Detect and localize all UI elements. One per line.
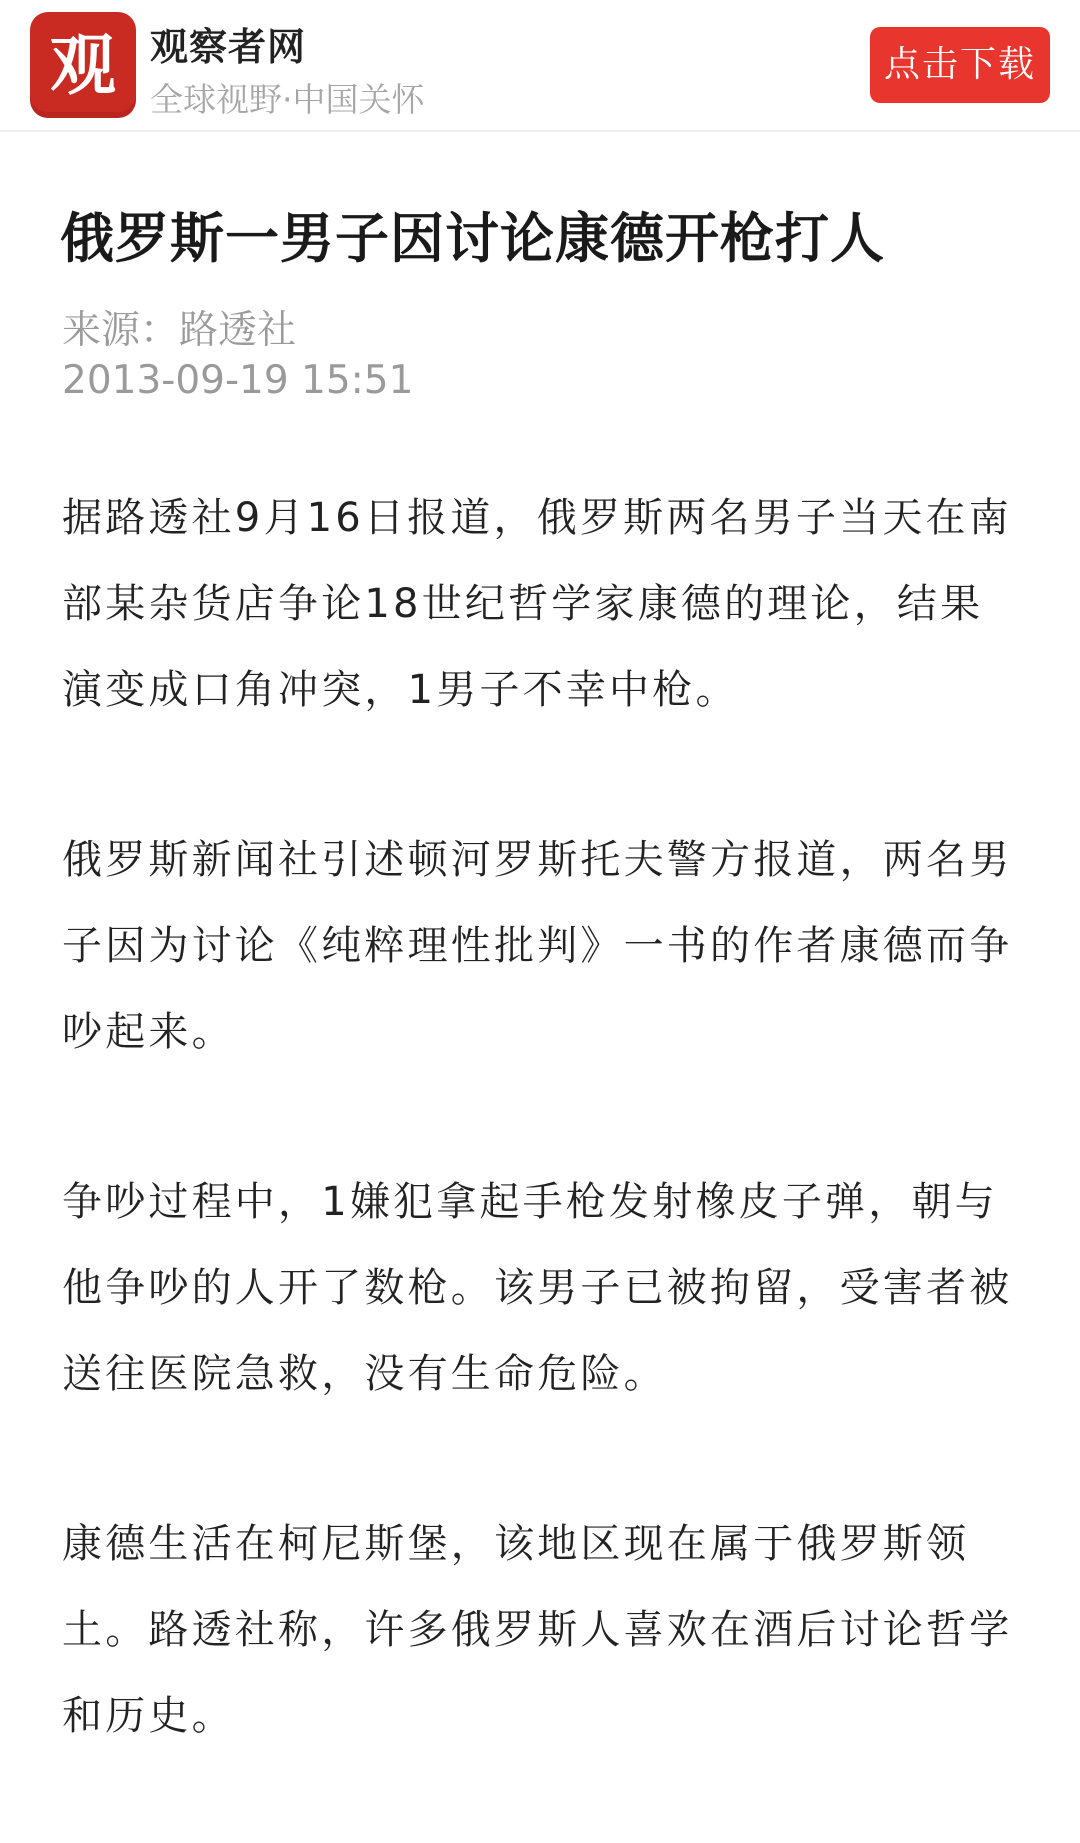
app-name: 观察者网	[150, 25, 307, 69]
article-title: 俄罗斯一男子因讨论康德开枪打人	[60, 207, 885, 270]
article-meta	[62, 306, 413, 406]
app-logo-icon[interactable]	[30, 12, 136, 118]
article-paragraph: 俄罗斯新闻社引述顿河罗斯托夫警方报道，两名男子因为讨论《纯粹理性批判》一书的作者康德而争吵起来。	[62, 837, 1013, 1055]
article-paragraph: 据路透社9月16日报道，俄罗斯两名男子当天在南部某杂货店争论18世纪哲学家康德的理论，结果演变成口角冲突，1男子不幸中枪。	[62, 495, 1012, 713]
article-datetime: 2013-09-19 15:51	[62, 358, 414, 403]
app-download-banner	[0, 0, 1080, 132]
article-source: 来源：路透社	[62, 308, 297, 353]
article-paragraph: 康德生活在柯尼斯堡，该地区现在属于俄罗斯领土。路透社称，许多俄罗斯人喜欢在酒后讨论哲学和历史。	[62, 1521, 1013, 1739]
app-slogan: 全球视野·中国关怀	[150, 80, 425, 119]
download-button[interactable]: 点击下载	[870, 27, 1050, 103]
article-paragraph: 争吵过程中，1嫌犯拿起手枪发射橡皮子弹，朝与他争吵的人开了数枪。该男子已被拘留，受害者被送往医院急救，没有生命危险。	[62, 1179, 1013, 1397]
article-body	[62, 475, 1022, 1843]
app-logo-character: 观	[50, 26, 116, 104]
